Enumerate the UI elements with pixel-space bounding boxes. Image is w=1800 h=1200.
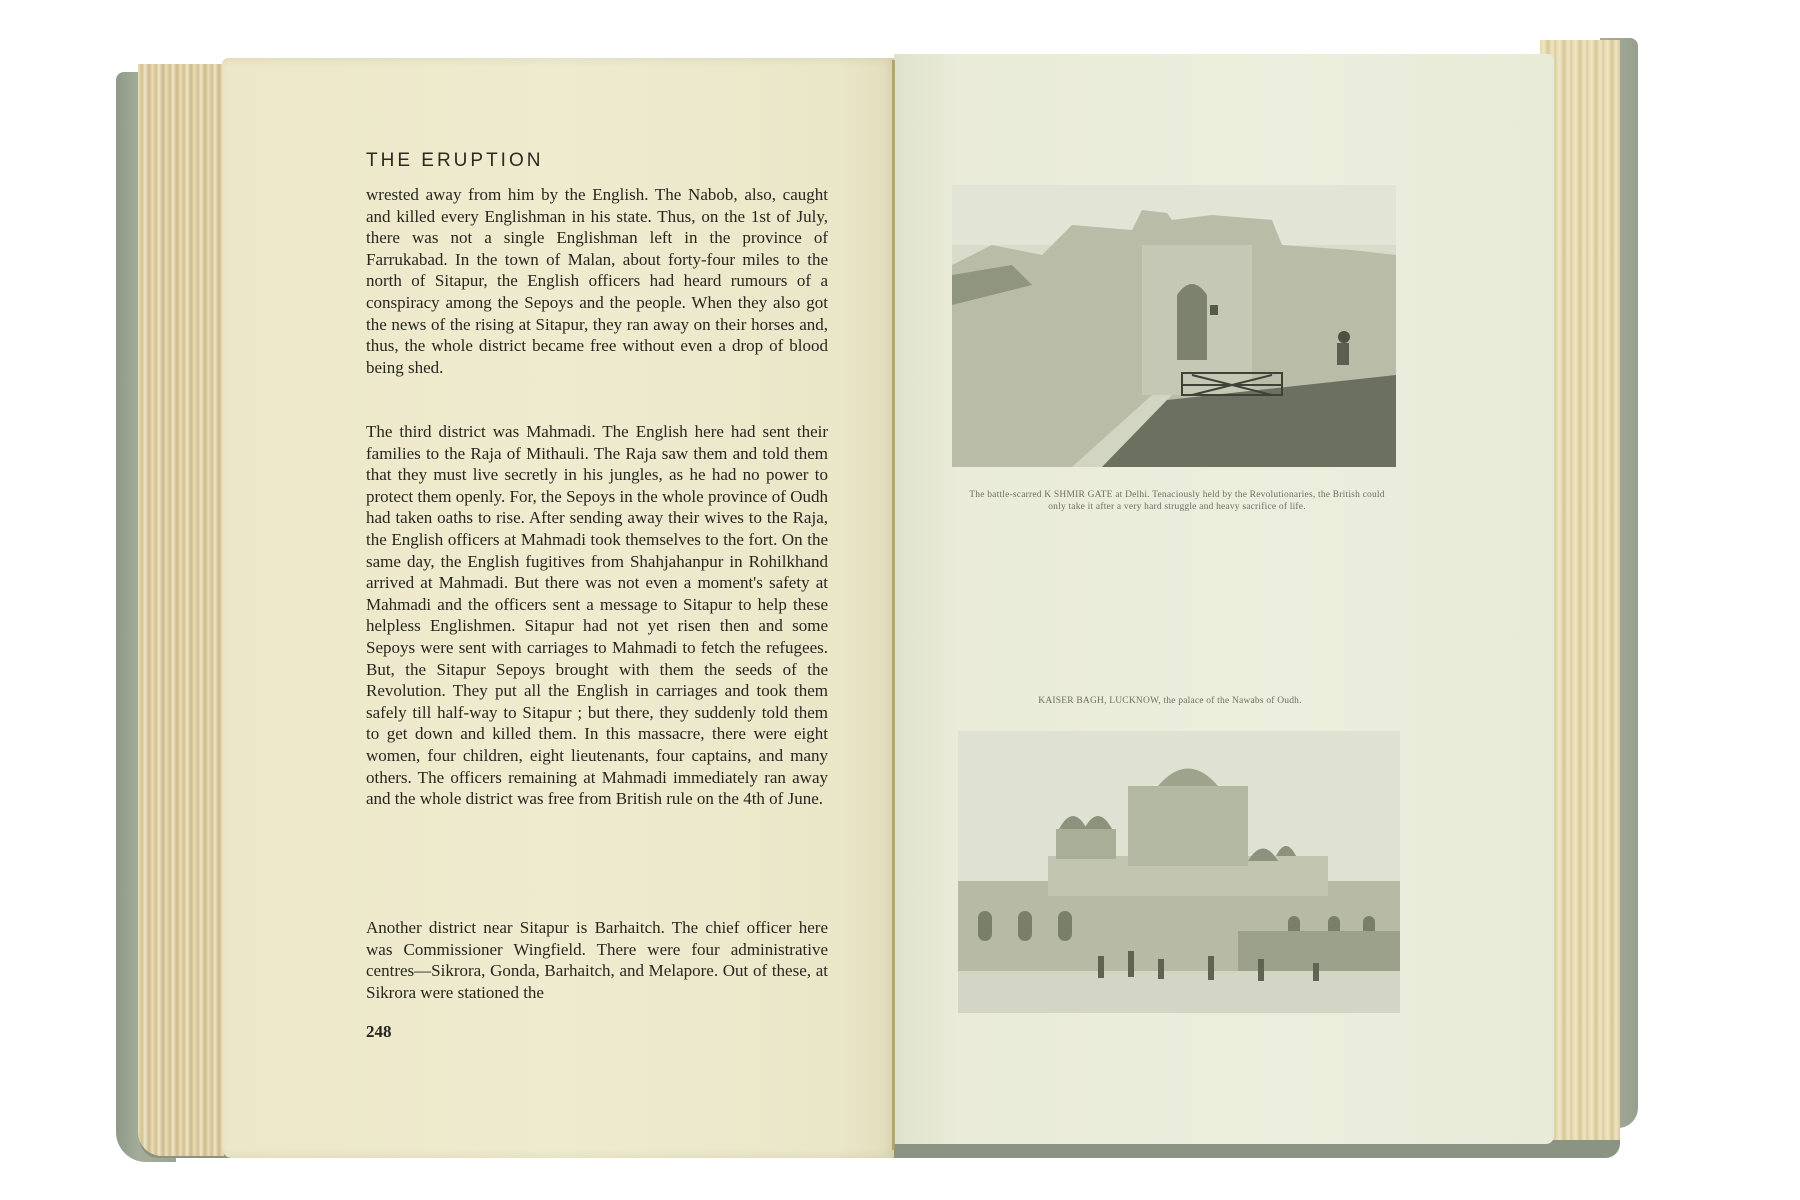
running-head: THE ERUPTION bbox=[366, 150, 544, 171]
body-paragraph: The third district was Mahmadi. The English here had sent their families to the Raja of Mithauli. The Raja saw them and told them that they must live secretly in his jungles, as he had no power to protect them openly. For, the Sepoys in the whole province of Oudh had taken oaths to rise. After sending away their wives to the Raja, the English officers at Mahmadi took themselves to the fort. On the same day, the English fugitives from Shahjahanpur in Rohilkhand arrived at Mahmadi. But there was not even a moment's safety at Mahmadi and the officers sent a message to Sitapur to help these helpless Englishmen. Sitapur had not yet risen then and some Sepoys were sent with carriages to Mahmadi to fetch the refugees. But, the Sitapur Sepoys brought with them the seeds of the Revolution. They put all the English in carriages and took them safely till half-way to Sitapur ; but there, they suddenly told them to get down and killed them. In this massacre, there were eight women, four children, eight lieutenants, four captains, and many others. The officers remaining at Mahmadi immediately ran away and the whole district was free from British rule on the 4th of June. bbox=[366, 422, 828, 809]
body-paragraph: Another district near Sitapur is Barhaitch. The chief officer here was Commissioner Wingfield. There were four administrative centres—Sikrora, Gonda, Barhaitch, and Melapore. Out of these, at Sikrora were stationed the bbox=[366, 918, 828, 1002]
body-paragraph: wrested away from him by the English. The Nabob, also, caught and killed every Englishman in his state. Thus, on the 1st of July, there was not a single Englishman left in the province of Farrukabad. In the town of Malan, about forty-four miles to the north of Sitapur, the English officers had heard rumours of a conspiracy among the Sepoys and the people. When they also got the news of the rising at Sitapur, they ran away on their horses and, thus, the whole district became free without even a drop of blood being shed. bbox=[366, 185, 828, 377]
caption-kashmir-gate: The battle-scarred K SHMIR GATE at Delhi. Tenaciously held by the Revolutionaries, the British could only take it after a very hard struggle and heavy sacrifice of life. bbox=[969, 490, 1385, 512]
caption-kaiser-bagh: KAISER BAGH, LUCKNOW, the palace of the Nawabs of Oudh. bbox=[1038, 696, 1302, 706]
photo-kaiser-bagh bbox=[958, 731, 1400, 1013]
page-stack-left bbox=[138, 64, 224, 1156]
kashmir-gate-illustration bbox=[952, 185, 1396, 467]
photo-kashmir-gate bbox=[952, 185, 1396, 467]
page-number: 248 bbox=[366, 1022, 392, 1041]
kaiser-bagh-illustration bbox=[958, 731, 1400, 1013]
book-gutter bbox=[892, 60, 895, 1150]
